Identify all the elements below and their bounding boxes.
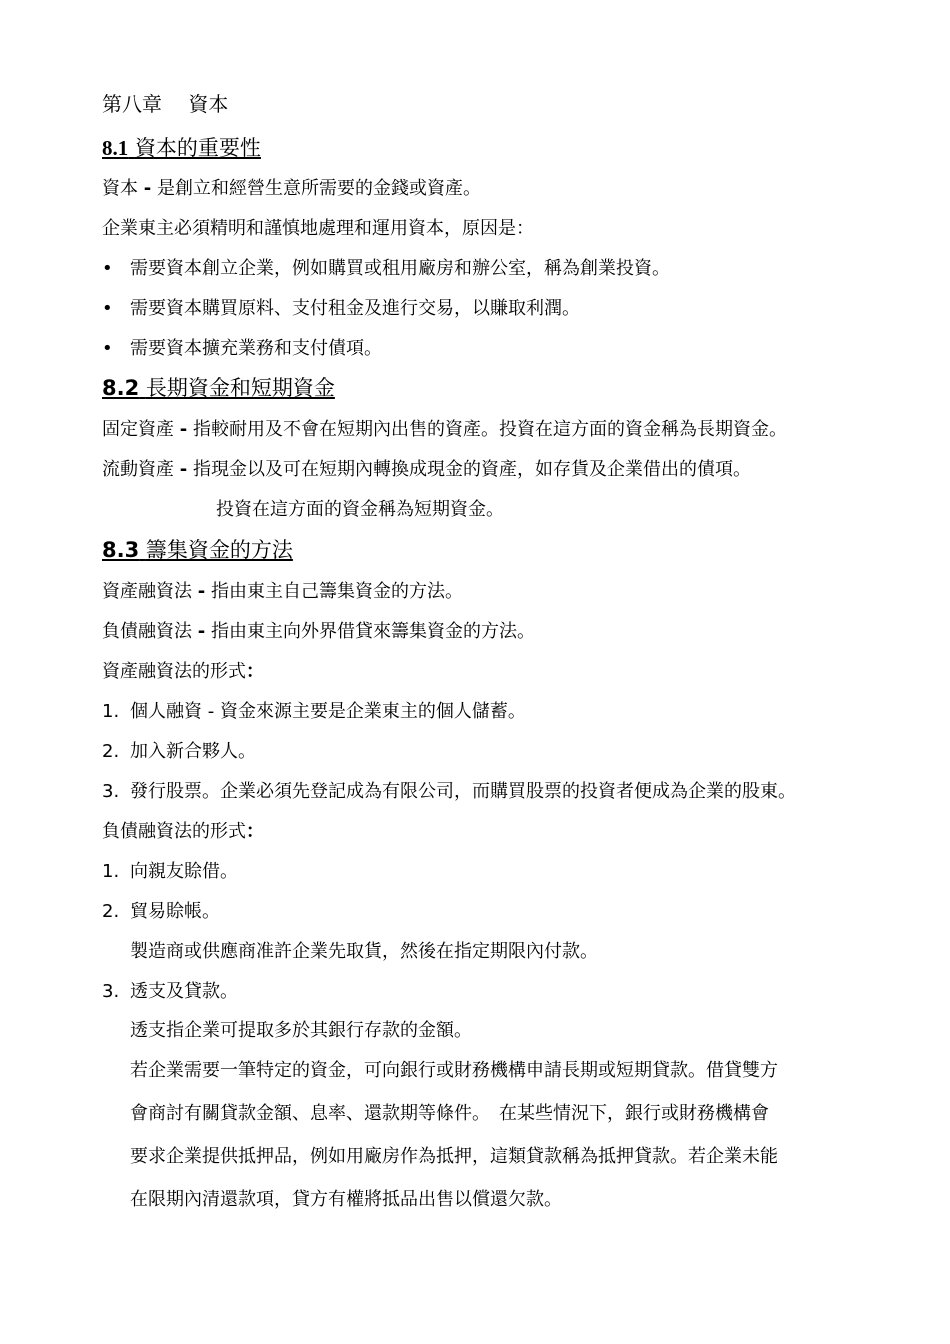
bullet-icon: • bbox=[102, 298, 113, 319]
item-text: 透支及貸款。 bbox=[130, 981, 238, 1002]
definition-term: 資產融資法 bbox=[102, 581, 192, 602]
section-number: 8.2 bbox=[102, 376, 140, 400]
definition-separator: - bbox=[143, 178, 152, 199]
definition-text: 是創立和經營生意所需要的金錢或資產。 bbox=[156, 178, 481, 199]
loan-paragraph-line: 在限期內清還款項，貸方有權將抵品出售以償還欠款。 bbox=[130, 1189, 562, 1210]
item-number: 3. bbox=[102, 781, 120, 802]
bullet-icon: • bbox=[102, 338, 113, 359]
overdraft-note: 透支指企業可提取多於其銀行存款的金額。 bbox=[130, 1020, 472, 1041]
definition-separator: - bbox=[197, 581, 206, 602]
definition-term: 資本 bbox=[102, 178, 138, 199]
item-number: 1. bbox=[102, 861, 120, 882]
definition-separator: - bbox=[197, 621, 206, 642]
definition-term: 流動資產 bbox=[102, 459, 174, 480]
definition-separator: - bbox=[179, 419, 188, 440]
fixed-assets-definition bbox=[102, 418, 787, 442]
section-title: 籌集資金的方法 bbox=[145, 538, 293, 562]
item-number: 2. bbox=[102, 901, 120, 922]
section-8-3-heading bbox=[102, 538, 293, 562]
debt-financing-definition bbox=[102, 620, 535, 644]
loan-paragraph-line: 若企業需要一筆特定的資金，可向銀行或財務機構申請長期或短期貸款。借貸雙方 bbox=[130, 1060, 778, 1081]
label-colon: ： bbox=[246, 821, 264, 842]
item-number: 3. bbox=[102, 981, 120, 1002]
bullet-text: 需要資本創立企業，例如購買或租用廠房和辦公室，稱為創業投資。 bbox=[130, 258, 670, 279]
bullet-icon: • bbox=[102, 258, 113, 279]
section-title: 長期資金和短期資金 bbox=[145, 376, 335, 400]
label-colon: ： bbox=[246, 661, 264, 682]
item-text: 加入新合夥人。 bbox=[130, 741, 256, 762]
section-number: 8.3 bbox=[102, 538, 140, 562]
section-8-2-heading bbox=[102, 376, 335, 400]
definition-text: 指現金以及可在短期內轉換成現金的資產，如存貨及企業借出的債項。 bbox=[192, 459, 751, 480]
section-title: 資本的重要性 bbox=[134, 136, 261, 160]
equity-financing-definition bbox=[102, 580, 463, 604]
current-assets-definition bbox=[102, 458, 751, 482]
item-text: 個人融資 - 資金來源主要是企業東主的個人儲蓄。 bbox=[130, 701, 526, 722]
definition-term: 負債融資法 bbox=[102, 621, 192, 642]
intro-paragraph: 企業東主必須精明和謹慎地處理和運用資本，原因是： bbox=[102, 218, 534, 239]
item-text: 向親友賒借。 bbox=[130, 861, 238, 882]
section-number: 8.1 bbox=[102, 136, 129, 160]
section-8-1-heading bbox=[102, 136, 261, 160]
debt-forms-label bbox=[102, 820, 264, 844]
definition-text: 指較耐用及不會在短期內出售的資產。投資在這方面的資金稱為長期資金。 bbox=[192, 419, 787, 440]
label-text: 負債融資法的形式 bbox=[102, 821, 246, 842]
item-number: 2. bbox=[102, 741, 120, 762]
trade-credit-note: 製造商或供應商准許企業先取貨，然後在指定期限內付款。 bbox=[130, 941, 598, 962]
capital-definition bbox=[102, 177, 481, 201]
loan-paragraph-line: 會商討有關貸款金額、息率、還款期等條件。 在某些情況下，銀行或財務機構會 bbox=[130, 1103, 769, 1124]
item-text: 貿易賒帳。 bbox=[130, 901, 220, 922]
label-text: 資產融資法的形式 bbox=[102, 661, 246, 682]
bullet-text: 需要資本擴充業務和支付債項。 bbox=[130, 338, 382, 359]
item-text: 發行股票。企業必須先登記成為有限公司，而購買股票的投資者便成為企業的股東。 bbox=[130, 781, 796, 802]
chapter-title: 第八章 資本 bbox=[102, 92, 229, 116]
equity-forms-label bbox=[102, 660, 264, 684]
current-assets-continuation: 投資在這方面的資金稱為短期資金。 bbox=[216, 499, 504, 520]
bullet-text: 需要資本購買原料、支付租金及進行交易，以賺取利潤。 bbox=[130, 298, 580, 319]
definition-term: 固定資產 bbox=[102, 419, 174, 440]
definition-text: 指由東主自己籌集資金的方法。 bbox=[210, 581, 463, 602]
loan-paragraph-line: 要求企業提供抵押品，例如用廠房作為抵押，這類貸款稱為抵押貸款。若企業未能 bbox=[130, 1146, 778, 1167]
item-number: 1. bbox=[102, 701, 120, 722]
definition-separator: - bbox=[179, 459, 188, 480]
definition-text: 指由東主向外界借貸來籌集資金的方法。 bbox=[210, 621, 535, 642]
